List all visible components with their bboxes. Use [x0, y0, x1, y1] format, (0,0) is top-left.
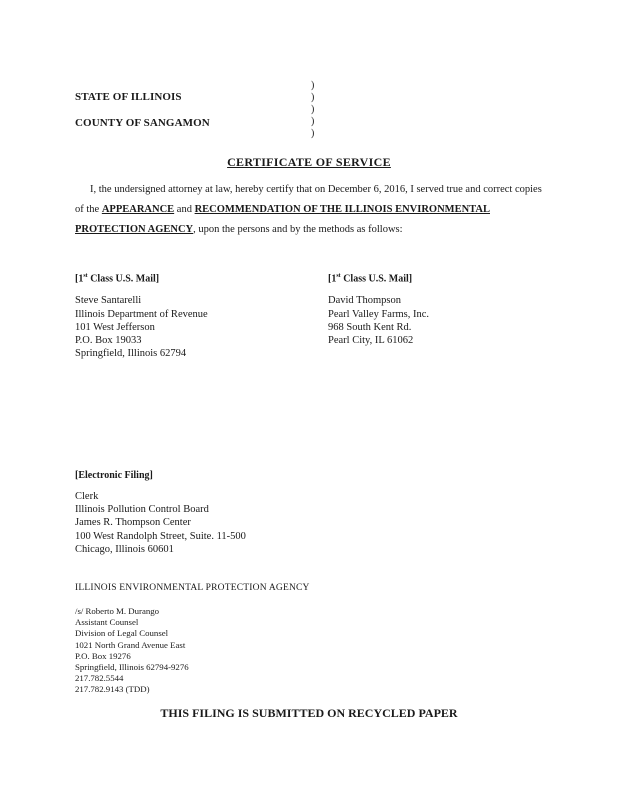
caption-paren: )	[311, 116, 315, 127]
address-line: P.O. Box 19033	[75, 334, 142, 346]
address-line: Clerk	[75, 491, 99, 502]
address-block	[328, 294, 429, 347]
recycled-paper-notice: THIS FILING IS SUBMITTED ON RECYCLED PAPER	[160, 706, 458, 720]
address-line: David Thompson	[328, 295, 402, 307]
address-block	[75, 490, 246, 556]
caption-paren: )	[311, 80, 315, 91]
address-line: Steve Santarelli	[75, 295, 142, 307]
service-method-label: [Electronic Filing]	[75, 470, 153, 481]
signature-line: Springfield, Illinois 62794-9276	[75, 662, 189, 673]
service-method-label: [1st Class U.S. Mail]	[328, 273, 413, 285]
caption-paren: )	[311, 128, 315, 139]
address-line: Pearl Valley Farms, Inc.	[328, 308, 429, 320]
address-line: Springfield, Illinois 62794	[75, 348, 187, 360]
document-name-appearance: APPEARANCE	[101, 204, 175, 215]
address-line: 100 West Randolph Street, Suite. 11-500	[75, 530, 246, 542]
caption-paren: )	[311, 92, 315, 103]
document-name-recommendation: RECOMMENDATION OF THE ILLINOIS ENVIRONMENTAL PROTECTION AGENCY	[75, 204, 490, 235]
address-line: 968 South Kent Rd.	[328, 321, 412, 333]
address-line: 101 West Jefferson	[75, 321, 155, 333]
service-recipient-right	[328, 273, 429, 347]
signature-line: 217.782.5544	[75, 673, 124, 684]
signature-line: 1021 North Grand Avenue East	[75, 639, 186, 650]
service-recipient-electronic	[75, 470, 246, 556]
signature-line: Assistant Counsel	[75, 617, 139, 628]
document-title: CERTIFICATE OF SERVICE	[227, 155, 391, 169]
signature-line: 217.782.9143 (TDD)	[75, 684, 150, 695]
caption-paren: )	[311, 104, 315, 115]
address-line: Chicago, Illinois 60601	[75, 543, 174, 555]
signature-block	[75, 606, 189, 696]
address-line: Illinois Department of Revenue	[75, 308, 208, 320]
signature-line: /s/ Roberto M. Durango	[75, 606, 160, 616]
service-recipient-left	[75, 273, 208, 360]
outro-text: , upon the persons and by the methods as follows:	[193, 224, 403, 235]
signature-line: Division of Legal Counsel	[75, 628, 169, 639]
caption-brackets	[311, 80, 314, 140]
conjunction-text: and	[176, 204, 192, 215]
address-line: James R. Thompson Center	[75, 517, 191, 529]
caption-state: STATE OF ILLINOIS	[75, 91, 182, 103]
certification-paragraph	[75, 180, 545, 240]
intro-text: I, the undersigned attorney at law, hereby certify that on December 6, 2016, I served true and correct copies of the	[75, 184, 542, 215]
service-method-label: [1st Class U.S. Mail]	[75, 273, 160, 285]
agency-name: ILLINOIS ENVIRONMENTAL PROTECTION AGENCY	[75, 583, 310, 593]
address-line: Illinois Pollution Control Board	[75, 504, 209, 516]
address-block	[75, 294, 208, 360]
signature-line: P.O. Box 19276	[75, 650, 131, 661]
caption-county: COUNTY OF SANGAMON	[75, 117, 210, 129]
address-line: Pearl City, IL 61062	[328, 334, 414, 346]
